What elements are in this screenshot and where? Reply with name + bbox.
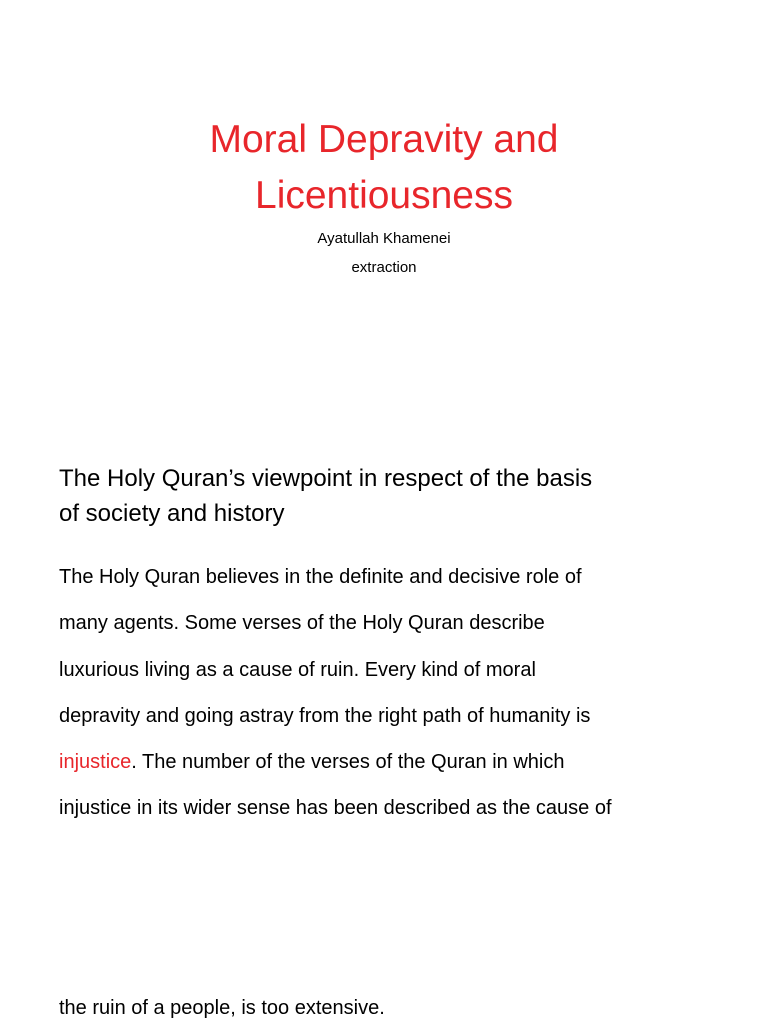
title-slide (0, 0, 768, 300)
section-heading-line-1: The Holy Quran’s viewpoint in respect of the basis (59, 465, 593, 492)
body-line-5-rest: . The number of the verses of the Quran in which (131, 751, 565, 773)
body-line-1: The Holy Quran believes in the definite and decisive role of (59, 566, 582, 588)
title-line-2: Licentiousness (255, 174, 513, 217)
body-line-3: luxurious living as a cause of ruin. Every kind of moral (59, 659, 536, 681)
section-heading-line-2: of society and history (59, 500, 285, 527)
body-line-5 (59, 748, 749, 776)
body-line-6: injustice in its wider sense has been described as the cause of (59, 797, 612, 819)
body-line-7: the ruin of a people, is too extensive. (59, 997, 385, 1019)
section-heading (59, 461, 729, 531)
title-line-1: Moral Depravity and (209, 118, 559, 161)
author-name: Ayatullah Khamenei (317, 230, 451, 247)
body-line-2: many agents. Some verses of the Holy Quran describe (59, 612, 545, 634)
highlighted-word-injustice: injustice (59, 751, 132, 773)
body-line-4: depravity and going astray from the right path of humanity is (59, 705, 591, 727)
subtitle-note: extraction (351, 259, 417, 276)
page-title (0, 112, 768, 224)
